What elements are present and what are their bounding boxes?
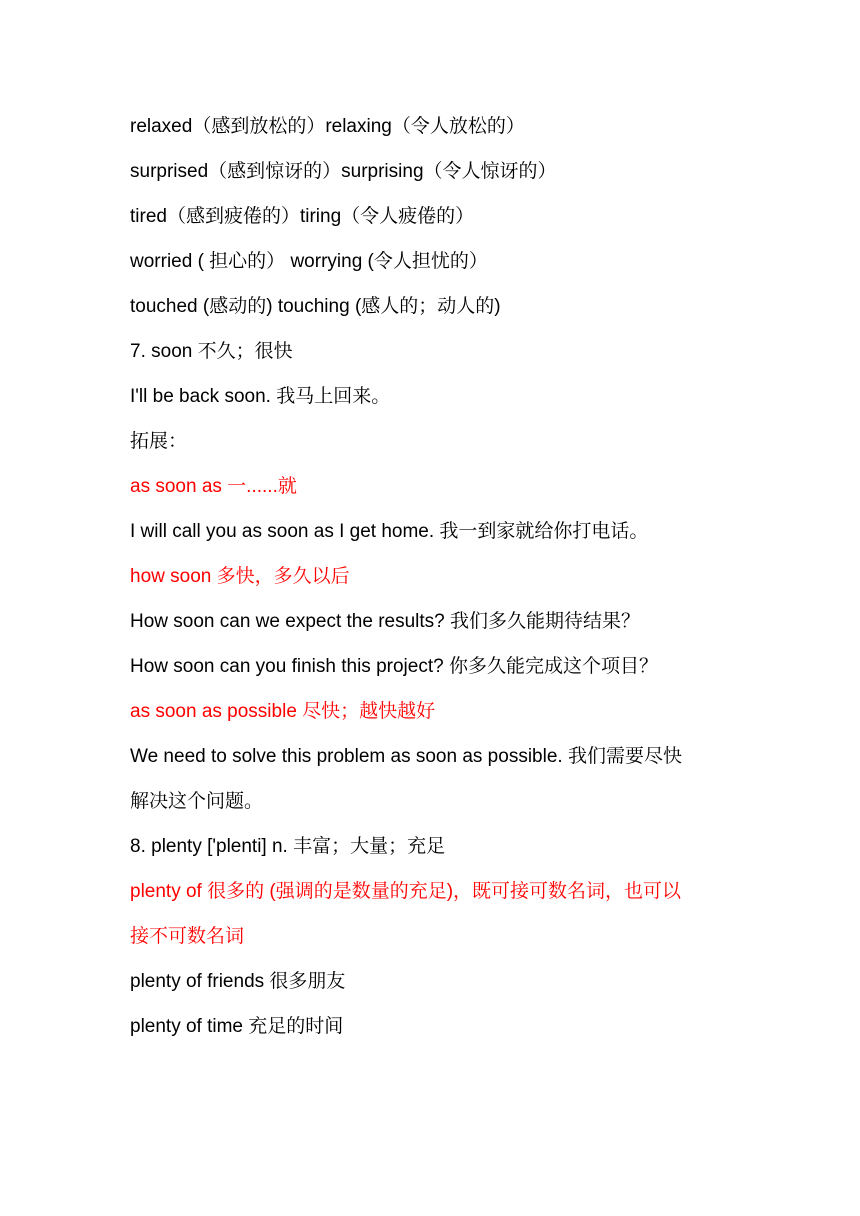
text-line: touched (感动的) touching (感人的；动人的) <box>130 296 501 317</box>
phrase-highlight-continued: 接不可数名词 <box>130 926 245 947</box>
example-sentence: How soon can you finish this project? 你多久能完成这个项目？ <box>130 656 658 677</box>
extension-label: 拓展： <box>130 431 188 452</box>
example-sentence: I'll be back soon. 我马上回来。 <box>130 386 391 407</box>
text-line: relaxed（感到放松的）relaxing（令人放松的） <box>130 116 525 137</box>
section-heading-plenty: 8. plenty ['plenti] n. 丰富；大量；充足 <box>130 836 446 857</box>
phrase-highlight: as soon as possible 尽快；越快越好 <box>130 701 436 722</box>
example-phrase: plenty of friends 很多朋友 <box>130 971 346 992</box>
section-heading-soon: 7. soon 不久；很快 <box>130 341 293 362</box>
example-sentence: How soon can we expect the results? 我们多久能期待结果？ <box>130 611 641 632</box>
example-sentence: We need to solve this problem as soon as possible. 我们需要尽快 <box>130 746 682 767</box>
phrase-highlight: as soon as 一......就 <box>130 476 297 497</box>
example-phrase: plenty of time 充足的时间 <box>130 1016 344 1037</box>
example-sentence: I will call you as soon as I get home. 我一到家就给你打电话。 <box>130 521 649 542</box>
phrase-highlight: plenty of 很多的 (强调的是数量的充足)，既可接可数名词，也可以 <box>130 881 682 902</box>
text-line: worried ( 担心的） worrying (令人担忧的） <box>130 251 488 272</box>
text-line: tired（感到疲倦的）tiring（令人疲倦的） <box>130 206 475 227</box>
phrase-highlight: how soon 多快，多久以后 <box>130 566 350 587</box>
document-page <box>130 104 740 1049</box>
example-sentence-continued: 解决这个问题。 <box>130 791 264 812</box>
text-line: surprised（感到惊讶的）surprising（令人惊讶的） <box>130 161 557 182</box>
